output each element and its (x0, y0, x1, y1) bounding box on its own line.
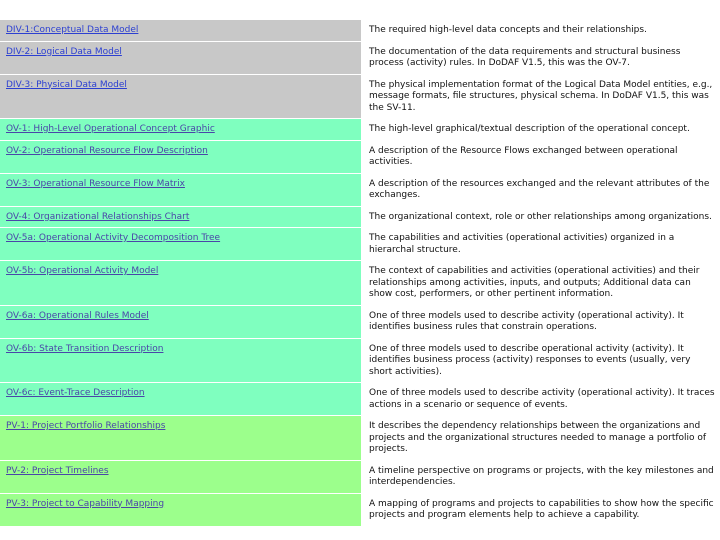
model-link[interactable]: OV-5a: Operational Activity Decomposition Tree (6, 233, 221, 243)
table-row (0, 461, 720, 493)
model-link[interactable]: DIV-3: Physical Data Model (6, 79, 127, 90)
model-description-cell: The documentation of the data requirements and structural business process (activity) rules. In DoDAF V1.5, this was the OV-7. (363, 42, 720, 74)
model-link[interactable]: OV-6a: Operational Rules Model (6, 310, 149, 321)
model-name-cell (0, 75, 363, 119)
table-row (0, 42, 720, 74)
model-link[interactable]: DIV-1:Conceptual Data Model (6, 25, 139, 35)
model-name-cell (0, 416, 363, 460)
model-name-cell (0, 228, 363, 260)
model-link[interactable]: OV-5b: Operational Activity Model (6, 266, 159, 276)
model-description-cell: The context of capabilities and activities (operational activities) and their relationships among activities, inputs, and outputs; Additional data can show cost, performers, or other pertinent information. (363, 261, 720, 305)
model-description-cell: One of three models used to describe activity (operational activity). It traces actions in a scenario or sequence of events. (363, 383, 720, 415)
model-description-cell: One of three models used to describe activity (operational activity). It identifies business rules that constrain operations. (363, 306, 720, 338)
table-row (0, 141, 720, 173)
model-link[interactable]: OV-1: High-Level Operational Concept Graphic (6, 124, 215, 134)
table-row (0, 494, 720, 526)
table-row (0, 174, 720, 206)
model-name-cell (0, 119, 363, 140)
model-link[interactable]: PV-1: Project Portfolio Relationships (6, 421, 166, 431)
models-table (0, 19, 720, 527)
model-name-cell (0, 306, 363, 338)
models-table-body (0, 20, 720, 526)
model-link[interactable]: DIV-2: Logical Data Model (6, 46, 122, 57)
model-name-cell (0, 20, 363, 41)
model-description-cell: The organizational context, role or other relationships among organizations. (363, 207, 720, 228)
model-name-cell (0, 174, 363, 206)
model-description-cell: The physical implementation format of the Logical Data Model entities, e.g., message formats, file structures, physical schema. In DoDAF V1.5, this was the SV-11. (363, 75, 720, 119)
table-row (0, 207, 720, 228)
model-link[interactable]: OV-6b: State Transition Description (6, 343, 164, 354)
model-name-cell (0, 207, 363, 228)
model-description-cell: One of three models used to describe operational activity (activity). It identifies business process (activity) responses to events (usually, very short activities). (363, 339, 720, 383)
model-link[interactable]: OV-3: Operational Resource Flow Matrix (6, 178, 185, 189)
table-row (0, 339, 720, 383)
model-description-cell: A timeline perspective on programs or projects, with the key milestones and interdependencies. (363, 461, 720, 493)
model-description-cell: A description of the Resource Flows exchanged between operational activities. (363, 141, 720, 173)
model-description-cell: A description of the resources exchanged and the relevant attributes of the exchanges. (363, 174, 720, 206)
model-description-cell: A mapping of programs and projects to capabilities to show how the specific projects and program elements help to achieve a capability. (363, 494, 720, 526)
table-row (0, 119, 720, 140)
table-row (0, 383, 720, 415)
table-row (0, 261, 720, 305)
model-link[interactable]: OV-2: Operational Resource Flow Description (6, 145, 208, 156)
model-name-cell (0, 42, 363, 74)
model-name-cell (0, 261, 363, 305)
model-name-cell (0, 383, 363, 415)
model-name-cell (0, 461, 363, 493)
model-name-cell (0, 339, 363, 383)
model-name-cell (0, 141, 363, 173)
table-row (0, 75, 720, 119)
model-name-cell (0, 494, 363, 526)
table-row (0, 416, 720, 460)
model-link[interactable]: OV-6c: Event-Trace Description (6, 388, 145, 398)
model-link[interactable]: OV-4: Organizational Relationships Chart (6, 211, 190, 222)
model-description-cell: It describes the dependency relationships between the organizations and projects and the organizational structures needed to manage a portfolio of projects. (363, 416, 720, 460)
model-link[interactable]: PV-2: Project Timelines (6, 465, 109, 476)
table-row (0, 228, 720, 260)
model-link[interactable]: PV-3: Project to Capability Mapping (6, 498, 165, 509)
model-description-cell: The required high-level data concepts and their relationships. (363, 20, 720, 41)
table-row (0, 306, 720, 338)
model-description-cell: The capabilities and activities (operational activities) organized in a hierarchal structure. (363, 228, 720, 260)
model-description-cell: The high-level graphical/textual description of the operational concept. (363, 119, 720, 140)
table-row (0, 20, 720, 41)
